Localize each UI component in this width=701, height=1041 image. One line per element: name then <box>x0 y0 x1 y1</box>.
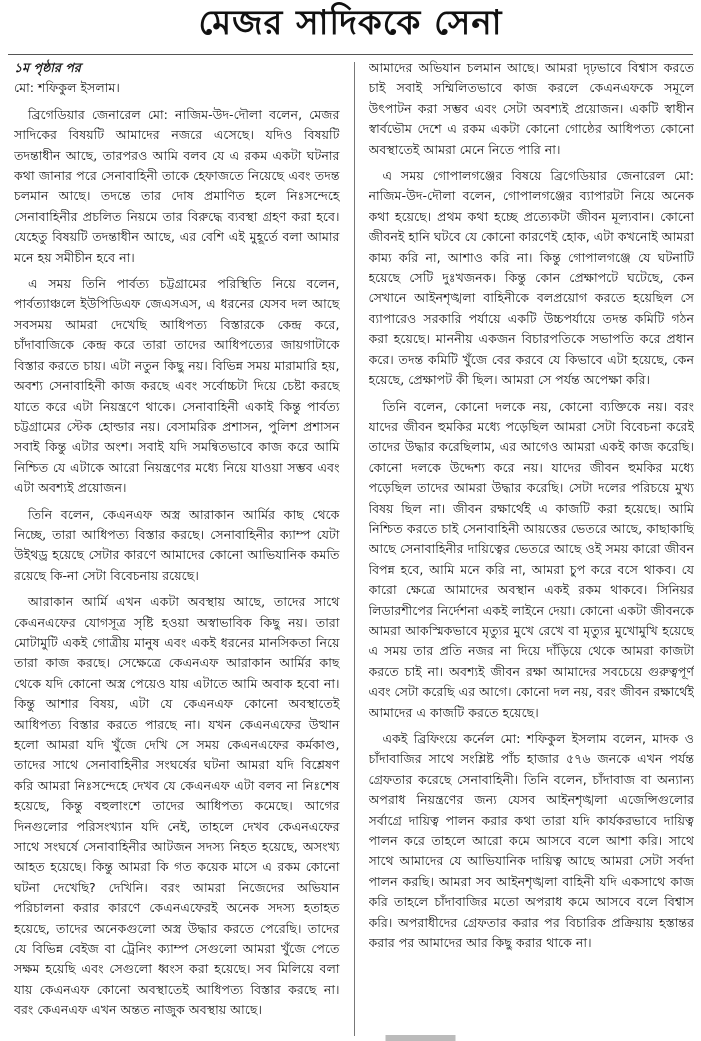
headline-rule <box>8 54 693 55</box>
headline: মেজর সাদিককে সেনা <box>198 2 503 43</box>
footer-mark <box>0 1035 701 1041</box>
headline-box <box>0 0 701 50</box>
article-paragraph: এ সময় তিনি পার্বত্য চট্টগ্রামের পরিস্থিতি নিয়ে বলেন, পার্বত্যাঞ্চলে ইউপিডিএফ জেএসএস, এ ধরনের যেসব দল আছে সবসময় আমরা দেখেছি আধিপত্য বিস্তারকে কেন্দ্র করে, চাঁদাবাজিকে কেন্দ্র করে তারা তাদের আধিপত্যের জায়গাটাকে বিস্তার করতে চায়। এটা নতুন কিছু নয়। বিভিন্ন সময় মারামারি হয়, অবশ্য সেনাবাহিনী কাজ করছে এবং সর্বোচ্চটা দিয়ে চেষ্টা করছে যাতে করে এটা নিয়ন্ত্রণে থাকে। সেনাবাহিনী একাই কিন্তু পার্বত্য চট্টগ্রামের স্টেক হোল্ডার নয়। বেসামরিক প্রশাসন, পুলিশ প্রশাসন সবাই কিন্তু এটার অংশ। সবাই যদি সমন্বিতভাবে কাজ করে আমি নিশ্চিত যে এটাকে আরো নিয়ন্ত্রণের মধ্যে নিয়ে যাওয়া সম্ভব এবং এটা অবশ্যই প্রয়োজন। <box>14 276 340 496</box>
article-paragraph: আরাকান আর্মি এখন একটা অবস্থায় আছে, তাদের সাথে কেএনএফের যোগসূত্র সৃষ্টি হওয়া অস্বাভাবিক কিছু নয়। তারা মোটামুটি একই গোত্রীয় মানুষ এবং একই ধরনের মানসিকতা নিয়ে তারা কাজ করছে। সেক্ষেত্রে কেএনএফ আরাকান আর্মির কাছ থেকে যদি কোনো অস্ত্র পেয়েও যায় এটাতে আমি অবাক হবো না। কিন্তু আশার বিষয়, এটা যে কেএনএফ কোনো অবস্থাতেই আধিপত্য বিস্তার করতে পারছে না। যখন কেএনএফের উত্থান হলো আমরা যদি খুঁজে দেখি সে সময় কেএনএফের কর্মকাণ্ড, তাদের সাথে সেনাবাহিনীর সংঘর্ষের ঘটনা আমরা যদি বিশ্লেষণ করি আমরা নিঃসন্দেহে দেখব যে কেএনএফ এটা বলব না নিঃশেষ হয়েছে, কিন্তু বহুলাংশে তাদের আধিপত্য কমেছে। আগের দিনগুলোর পরিসংখ্যান যদি নেই, তাহলে দেখব কেএনএফের সাথে সংঘর্ষে সেনাবাহিনীর আটজন সদস্য নিহত হয়েছে, অসংখ্য আহত হয়েছে। কিন্তু আমরা কি গত কয়েক মাসে এ রকম কোনো ঘটনা দেখেছি? দেখিনি। বরং আমরা নিজেদের অভিযান পরিচালনা করার কারণে কেএনএফেরই অনেক সদস্য হতাহত হয়েছে, তাদের অনেকগুলো অস্ত্র উদ্ধার করতে পেরেছি। তাদের যে বিভিন্ন বেইজ বা ট্রেনিং ক্যাম্প সেগুলো আমরা খুঁজে পেতে সক্ষম হয়েছি এবং সেগুলো ধ্বংস করা হয়েছে। সব মিলিয়ে বলা যায় কেএনএফ কোনো অবস্থাতেই আধিপত্য বিস্তার করছে না। বরং কেএনএফ এখন অন্তত নাজুক অবস্থায় আছে। <box>14 594 340 1018</box>
article-paragraph: তিনি বলেন, কোনো দলকে নয়, কোনো ব্যক্তিকে নয়। বরং যাদের জীবন হুমকির মধ্যে পড়েছিল আমরা সেটা বিবেচনা করেই তাদের উদ্ধার করেছিলাম, এর আগেও আমরা একই কাজ করেছি। কোনো দলকে উদ্দেশ্য করে নয়। যাদের জীবন হুমকির মধ্যে পড়েছিল তাদের আমরা উদ্ধার করেছি। সেটা দলের পরিচয়ে মুখ্য বিষয় ছিল না। জীবন রক্ষার্থেই এ কাজটি করা হয়েছে। আমি নিশ্চিত করতে চাই সেনাবাহিনী আয়ত্তের ভেতরে আছে, কাছাকাছি আছে সেনাবাহিনীর দায়িত্বের ভেতরে আছে ওই সময় কারো জীবন বিপন্ন হবে, আমি মনে করি না, আমরা চুপ করে বসে থাকব। যে কারো ক্ষেত্রে আমাদের অবস্থান একই রকম থাকবে। সিনিয়র লিডারশীপের নির্দেশনা একই লাইনে দেয়া। কোনো একটা জীবনকে আমরা আকস্মিকভাবে মৃত্যুর মুখে রেখে বা মৃত্যুর মুখোমুখি হয়েছে এ সময় তার প্রতি নজর না দিয়ে দাঁড়িয়ে থেকে আমরা কাজটা করতে চাই না। অবশ্যই জীবন রক্ষা আমাদের সবচেয়ে গুরুত্বপূর্ণ এবং সেটা করেছি এর আগে। কোনো দল নয়, বরং জীবন রক্ষার্থেই আমাদের এ কাজটি করতে হয়েছে। <box>368 398 694 720</box>
article-paragraph: একই ব্রিফিংয়ে কর্নেল মো: শফিকুল ইসলাম বলেন, মাদক ও চাঁদাবাজির সাথে সংশ্লিষ্ট পাঁচ হাজার ৫৭৬ জনকে এখন পর্যন্ত গ্রেফতার করেছে সেনাবাহিনী। তিনি বলেন, চাঁদাবাজ বা অন্যান্য অপরাধ নিয়ন্ত্রণের জন্য যেসব আইনশৃঙ্খলা এজেন্সিগুলোর সর্বাগ্রে দায়িত্ব পালন করার কথা তারা যদি কার্যকরভাবে দায়িত্ব পালন করে তাহলে আরো কমে আসবে বলে আশা করি। সাথে সাথে আমাদের যে আভিযানিক দায়িত্ব আছে আমরা সেটা সর্বদা পালন করছি। আমরা সব আইনশৃঙ্খলা বাহিনী যদি একসাথে কাজ করি তাহলে চাঁদাবাজির মতো অপরাধ কমে আসবে বলে বিশ্বাস করি। অপরাধীদের গ্রেফতার করার পর বিচারিক প্রক্রিয়ায় হস্তান্তর করার পর আমাদের আর কিছু করার থাকে না। <box>368 731 694 951</box>
column-divider <box>354 62 355 1036</box>
article-paragraph: তিনি বলেন, কেএনএফ অস্ত্র আরাকান আর্মির কাছ থেকে নিচ্ছে, তারা আধিপত্য বিস্তার করছে। সেনাবাহিনীর ক্যাম্প যেটা উইথড্র হয়েছে সেটার কারণে আমাদের কোনো আভিযানিক কমতি রয়েছে কি-না সেটা বিবেচনায় রয়েছে। <box>14 506 340 583</box>
continued-label: ১ম পৃষ্ঠার পর <box>14 60 81 75</box>
left-column <box>14 58 340 1036</box>
intro-paragraph <box>14 58 340 99</box>
article-body <box>14 58 694 1036</box>
article-paragraph: ব্রিগেডিয়ার জেনারেল মো: নাজিম-উদ-দৌলা বলেন, মেজর সাদিকের বিষয়টি আমাদের নজরে এসেছে। যদিও বিষয়টি তদন্তাধীন আছে, তারপরও আমি বলব যে এ রকম একটা ঘটনার কথা জানার পরে সেনাবাহিনী তাকে হেফাজতে নিয়েছে এবং তদন্ত চলমান আছে। তদন্তে তার দোষ প্রমাণিত হলে নিঃসন্দেহে সেনাবাহিনীর প্রচলিত নিয়মে তার বিরুদ্ধে ব্যবস্থা গ্রহণ করা হবে। যেহেতু বিষয়টি তদন্তাধীন আছে, এর বেশি এই মুহূর্তে বলা আমার মনে হয় সমীচীন হবে না। <box>14 106 340 265</box>
byline: মো: শফিকুল ইসলাম। <box>14 80 120 96</box>
right-column <box>369 58 695 1036</box>
article-paragraph: এ সময় গোপালগঞ্জের বিষয়ে ব্রিগেডিয়ার জেনারেল মো: নাজিম-উদ-দৌলা বলেন, গোপালগঞ্জের ব্যাপারটা নিয়ে অনেক কথা হয়েছে। প্রথম কথা হচ্ছে প্রত্যেকটা জীবন মূল্যবান। কোনো জীবনই হানি ঘটবে যে কোনো কারণেই হোক, এটা কখনোই আমরা কাম্য করি না, আশাও করি না। কিন্তু গোপালগঞ্জে যে ঘটনাটি হয়েছে সেটি দুঃখজনক। কিন্তু কোন প্রেক্ষাপটে ঘটেছে, কেন সেখানে আইনশৃঙ্খলা বাহিনীকে বলপ্রয়োগ করতে হয়েছিল সে ব্যাপারেও সরকারি পর্যায়ে একটি উচ্চপর্যায়ে তদন্ত কমিটি গঠন করা হয়েছে। মাননীয় একজন বিচারপতিকে সভাপতি করে প্রধান করে। তদন্ত কমিটি খুঁজে বের করবে যে কিভাবে এটা হয়েছে, কেন হয়েছে, প্রেক্ষাপট কী ছিল। আমরা সে পর্যন্ত অপেক্ষা করি। <box>368 168 694 388</box>
article-paragraph: আমাদের অভিযান চলমান আছে। আমরা দৃঢ়ভাবে বিশ্বাস করতে চাই সবাই সম্মিলিতভাবে কাজ করলে কেএনএফকে সমূলে উৎপাটন করা সম্ভব এবং সেটা অবশ্যই প্রয়োজন। একটি স্বাধীন স্বার্বভৌম দেশে এ রকম একটা কোনো গোষ্ঠের আধিপত্য কোনো অবস্থাতেই আমরা মেনে নিতে পারি না। <box>368 60 694 157</box>
